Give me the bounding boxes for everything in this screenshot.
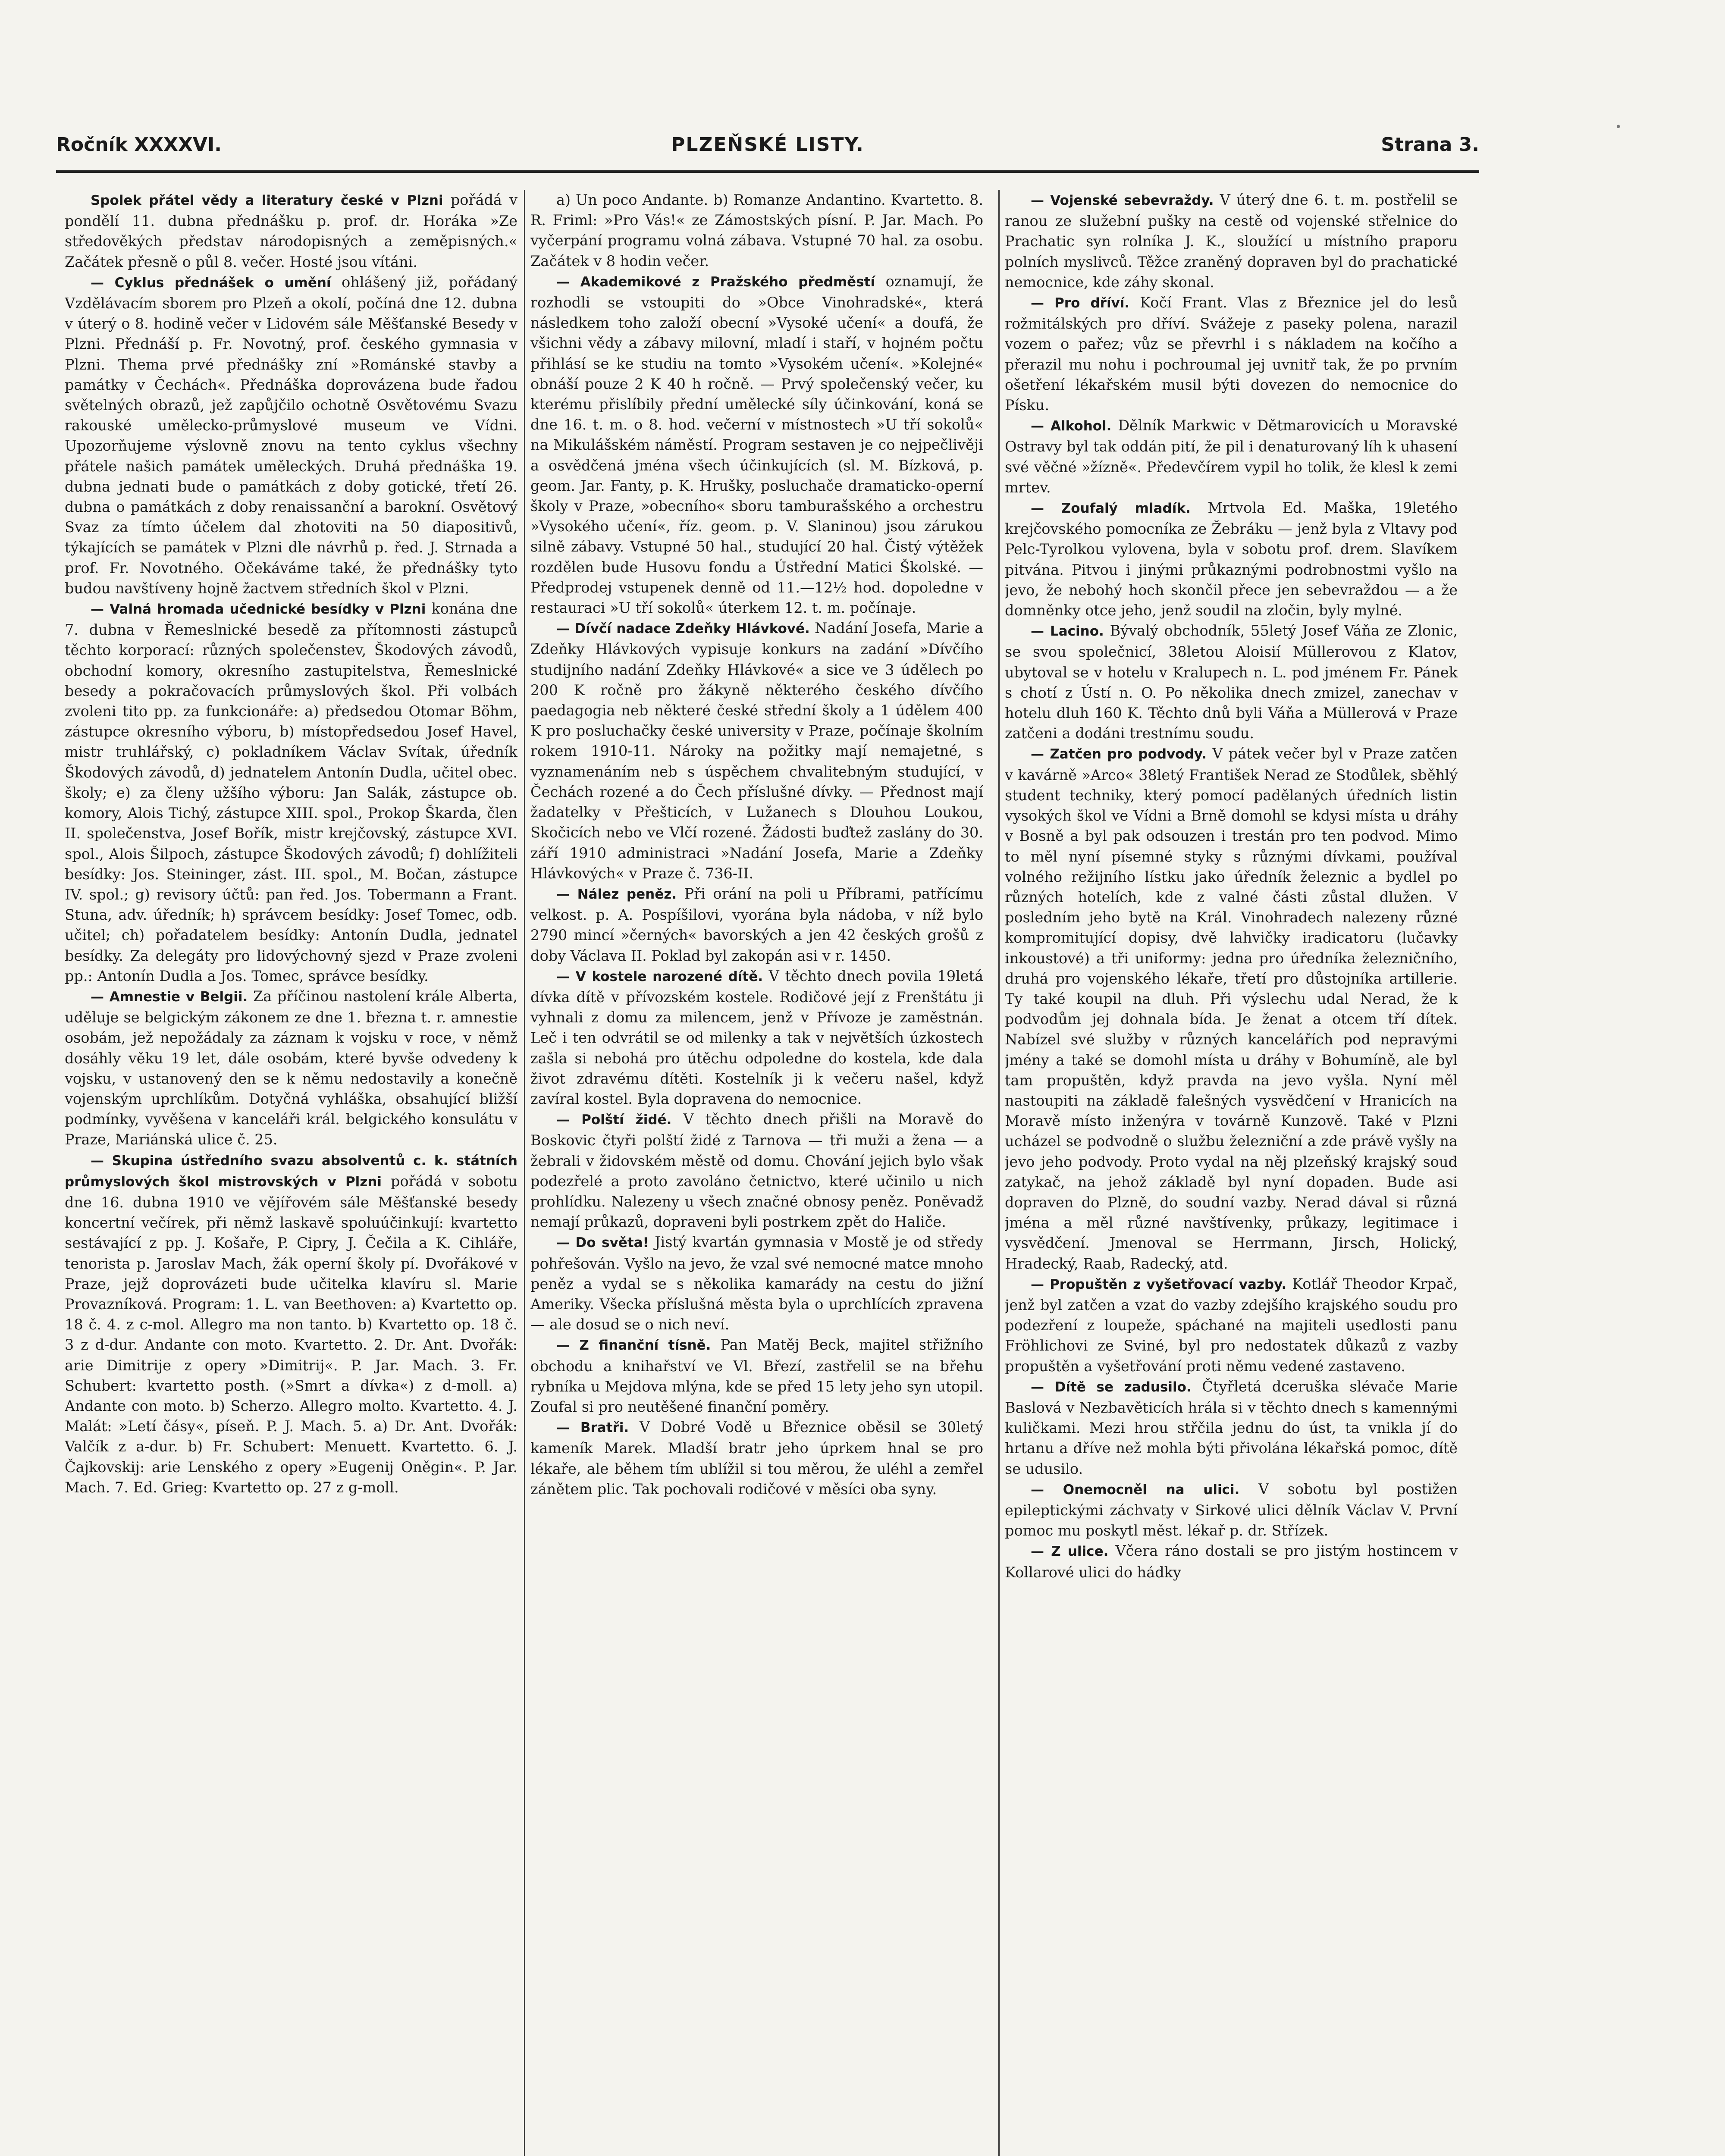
article-heading: — Akademikové z Pražského předměstí [556, 274, 875, 290]
article-heading: — Z ulice. [1031, 1544, 1109, 1560]
article [1005, 1479, 1458, 1541]
article [1005, 1274, 1458, 1376]
newspaper-title: PLZEŇSKÉ LISTY. [671, 134, 864, 156]
article [65, 599, 518, 986]
article [530, 1335, 983, 1417]
article-heading: — Do světa! [556, 1235, 649, 1251]
article-text: Dělník Markwic v Dětmarovicích u Moravské Ostravy byl tak oddán pití, že pil i denaturovaný líh k uhasení své věčné »žízně«. Předevčírem vypil ho tolik, že klesl k zemi mrtev. [1005, 417, 1458, 496]
article-text: Včera ráno dostali se pro jistým hostincem v Kollarové ulici do hádky [1005, 1542, 1458, 1581]
article-text: ohlášený již, pořádaný Vzdělávacím sborem pro Plzeň a okolí, počíná dne 12. dubna v úterý o 8. hodině večer v Lidovém sále Měšťanské Besedy v Plzni. Přednáší p. Fr. Novotný, prof. českého gymnasia v Plzni. Thema prvé přednášky zní »Románské stavby a památky v Čechách«. Přednáška doprovázena bude řadou světelných obrazů, jež zapůjčilo ochotně Osvětovému Svazu rakouské umělecko-průmyslové museum ve Vídni. Upozorňujeme výslovně znovu na tento cyklus všechny přátele našich památek uměleckých. Druhá přednáška 19. dubna jednati bude o památkách z doby gotické, třetí 26. dubna o památkách z doby renaissanční a barokní. Osvětový Svaz za tímto účelem dal zhotoviti na 50 diapositivů, týkajících se památek v Plzni dle návrhů p. řed. J. Strnada a prof. Fr. Novotného. Očekáváme také, že přednášky tyto budou navštíveny hojně žactvem středních škol v Plzni. [65, 273, 518, 597]
article [65, 1150, 518, 1498]
article-text: V sobotu byl postižen epileptickými záchvaty v Sirkové ulici dělník Václav V. První pomoc mu poskytl měst. lékař p. dr. Střízek. [1005, 1480, 1458, 1539]
article-heading: — Dítě se zadusilo. [1031, 1379, 1192, 1395]
article [530, 190, 983, 271]
article-heading: Spolek přátel vědy a literatury české v Plzni [91, 193, 443, 208]
article [530, 618, 983, 884]
article-heading: — Onemocněl na ulici. [1031, 1482, 1240, 1498]
article-heading: — Skupina ústředního svazu absolventů c. k. státních průmyslových škol mistrovských v Plzni [65, 1153, 518, 1190]
article-heading: — V kostele narozené dítě. [556, 968, 763, 984]
article-heading: — Zatčen pro podvody. [1031, 746, 1207, 762]
column-1 [65, 190, 518, 2156]
article-heading: — Zoufalý mladík. [1031, 501, 1191, 517]
article-heading: — Bratři. [556, 1420, 629, 1436]
article-text: V těchto dnech přišli na Moravě do Boskovic čtyři polští židé z Tarnova — tři muži a žena — a žebrali v židovském městě od domu. Chování jejich bylo však podezřelé a proto zavoláno četnictvo, které učinilo u nich prohlídku. Nalezeny u všech značné obnosy peněz. Poněvadž nemají průkazů, dopraveni byli postrkem zpět do Haliče. [530, 1111, 983, 1231]
article-text: Jistý kvartán gymnasia v Mostě je od středy pohřešován. Vyšlo na jevo, že vzal své nemocné matce mnoho peněz a vydal se s několika kamarády na cestu do jižní Ameriky. Všecka příslušná města byla o uprchlících zpravena — ale dosud se o nich neví. [530, 1234, 983, 1333]
article-text: pořádá v sobotu dne 16. dubna 1910 ve vějířovém sále Měšťanské besedy koncertní večírek, při němž laskavě spoluúčinkují: kvartetto sestávající z pp. J. Košaře, P. Cipry, J. Čečila a K. Cihláře, tenorista p. Jaroslav Mach, žák operní školy pí. Dvořákové v Praze, jejž doprovázeti bude učitelka klavíru sl. Marie Provazníková. Program: 1. L. van Beethoven: a) Kvartetto op. 18 č. 4. z c-mol. Allegro ma non tanto. b) Kvartetto op. 18 č. 3 z d-dur. Andante con moto. Kvartetto. 2. Dr. Ant. Dvořák: arie Dimitrije z opery »Dimitrij«. P. Jar. Mach. 3. Fr. Schubert: kvartetto posth. (»Smrt a dívka«) z d-moll. a) Andante con moto. b) Scherzo. Allegro molto. Kvartetto. 4. J. Malát: »Letí čásy«, píseň. P. J. Mach. 5. a) Dr. Ant. Dvořák: Valčík z a-dur. b) Fr. Schubert: Menuett. Kvartetto. 6. J. Čajkovskij: arie Lenského z opery »Eugenij Oněgin«. P. Jar. Mach. 7. Ed. Grieg: Kvartetto op. 27 z g-moll. [65, 1172, 518, 1496]
article-text: V pátek večer byl v Praze zatčen v kavárně »Arco« 38letý František Nerad ze Stodůlek, sběhlý student techniky, který pomocí padělaných úředních listin vysokých škol ve Vídni a Brně domohl se kdysi místa u dráhy v Bosně a byl pak odsouzen i trestán pro ten podvod. Mimo to měl nyní písemné styky s různými dívkami, používal volného režijního lístku jako úředník železnic a bydlel po různých hotelích, kde z valné části zůstal dlužen. V posledním jeho bytě na Král. Vinohradech nalezeny různé kompromitující dopisy, dvě lahvičky iradicatoru (lučavky inkoustové) a tři uniformy: jedna pro úředníka železničního, druhá pro vojenského lékaře, třetí pro důstojníka artillerie. Ty také koupil na dluh. Při výslechu udal Nerad, že k podvodům jej dohnala bída. Je ženat a otcem tří dítek. Nabízel své služby v různých kancelářích pod nepravými jmény a také se domohl místa u dráhy v Bohumíně, ale byl tam propuštěn, když pravda na jevo vyšla. Nyní měl nastoupiti na základě falešných vysvědčení v Hranicích na Moravě místo inženýra v továrně Kunzově. Také v Plzni ucházel se podvodně o službu železniční a zde právě vyšly na jevo jeho podvody. Proto vydal na něj plzeňský krajský soud zatykač, na jehož základě byl nyní dopaden. Bude asi dopraven do Plzně, do soudní vazby. Nerad dával si různá jména a měl různé navštívenky, průkazy, legitimace i vysvědčení. Jmenoval se Herrmann, Jirsch, Holický, Hradecký, Raab, Radecký, atd. [1005, 745, 1458, 1272]
article-text: a) Un poco Andante. b) Romanze Andantino. Kvartetto. 8. R. Friml: »Pro Vás!« ze Zámostských písní. P. Jar. Mach. Po vyčerpání programu volná zábava. Vstupné 70 hal. za osobu. Začátek v 8 hodin večer. [530, 191, 983, 270]
article-text: pořádá v pondělí 11. dubna přednášku p. prof. dr. Horáka »Ze středověkých představ národopisných a zeměpisných.« Začátek přesně o půl 8. večer. Hosté jsou vítáni. [65, 191, 518, 270]
article-text: Mrtvola Ed. Maška, 19letého krejčovského pomocníka ze Žebráku — jenž byla z Vltavy pod Pelc-Tyrolkou vylovena, byla v sobotu prof. drem. Slavíkem pitvána. Pitvou i jinými průkaznými podrobnostmi vyšlo na jevo, že nebohý hoch skončil přece jen sebevraždou — a že domněnky otce jeho, jenž soudil na zločin, byly mylné. [1005, 499, 1458, 619]
article [1005, 415, 1458, 498]
article-text: V úterý dne 6. t. m. postřelil se ranou ze služební pušky na cestě od vojenské střelnice do Prachatic syn rolníka J. K., sloužící u místního praporu polních myslivců. Těžce zraněný dopraven byl do prachatické nemocnice, kde záhy skonal. [1005, 191, 1458, 291]
article [530, 884, 983, 966]
article-text: V Dobré Vodě u Březnice oběsil se 30letý kameník Marek. Mladší bratr jeho úprkem hnal se pro lékaře, ale během tím ublížil si tou měrou, že uléhl a zemřel zánětem plic. Tak pochovali rodičové v měsíci oba syny. [530, 1419, 983, 1498]
article [65, 272, 518, 599]
article [530, 1109, 983, 1232]
article [530, 1232, 983, 1335]
article-text: oznamují, že rozhodli se vstoupiti do »Obce Vinohradské«, která následkem toho založí obecní »Vysoké učení« a doufá, že všichni vědy a zábavy milovní, mladí i staří, v hojném počtu přihlásí se ke studiu na tomto »Vysokém učení«. »Kolejné« obnáší pouze 2 K 40 h ročně. — Prvý společenský večer, ku kterému přislíbily přední umělecké síly účinkování, koná se dne 16. t. m. o 8. hod. večerní v místnostech »U tří sokolů« na Mikulášském náměstí. Program sestaven je co nejpečlivěji a osvědčená jména všech účinkujících (sl. M. Bízková, p. geom. Jar. Fanty, p. K. Hrušky, posluchače dramaticko-operní školy v Praze, »obecního« sboru tamburašského a orchestru »Vysokého učení«, říz. geom. p. V. Slaninou) jsou zárukou silně zábavy. Vstupné 50 hal., studující 20 hal. Čistý výtěžek rozdělen bude Husovu fondu a Ústřední Matici Školské. — Předprodej vstupenek denně od 11.—12½ hod. dopoledne v restauraci »U tří sokolů« úterkem 12. t. m. počínaje. [530, 273, 983, 617]
article [1005, 498, 1458, 620]
article-heading: — Z finanční tísně. [556, 1338, 711, 1354]
article-heading: — Nález peněz. [556, 886, 677, 902]
article-heading: — Propuštěn z vyšetřovací vazby. [1031, 1276, 1287, 1292]
article-text: Kočí Frant. Vlas z Březnice jel do lesů rožmitálských pro dříví. Svážeje z paseky polena, narazil vozem o pařez; vůz se převrhl i s nákladem na kočího a přerazil mu nohu i pochroumal jej uvnitř tak, že po prvním ošetření lékařském musil býti dovezen do nemocnice do Písku. [1005, 294, 1458, 414]
article-text: Nadání Josefa, Marie a Zdeňky Hlávkových vypisuje konkurs na zadání »Dívčího studijního nadání Zdeňky Hlávkové« a sice ve 3 údělech po 200 K ročně pro žákyně některého českého dívčího paedagogia neb některé české střední školy a 1 údělem 400 K pro posluchačky české university v Praze, počínaje školním rokem 1910-11. Nároky na požitky mají nemajetné, s vyznamenáním neb s úspěchem chvalitebným studující, v Čechách rozené a do Čech příslušné dívky. — Přednost mají žadatelky v Přešticích, v Lužanech s Dlouhou Loukou, Skočicích nebo ve Vlčí rozené. Žádosti buďtež zaslány do 30. září 1910 administraci »Nadání Josefa, Marie a Zdeňky Hlávkových« v Praze č. 736-II. [530, 620, 983, 882]
article [1005, 190, 1458, 292]
column-divider-1 [524, 190, 525, 2156]
article-heading: — Lacino. [1031, 624, 1104, 639]
header-rule [56, 170, 1479, 173]
article-heading: — Pro dříví. [1031, 295, 1130, 311]
article [1005, 1541, 1458, 1582]
column-divider-2 [998, 190, 1000, 2156]
article [1005, 743, 1458, 1273]
article-heading: — Vojenské sebevraždy. [1031, 193, 1214, 208]
article-heading: — Valná hromada učednické besídky v Plzni [91, 602, 426, 617]
article-text: Při orání na poli u Příbrami, patřícímu velkost. p. A. Pospíšilovi, vyorána byla nádoba, v níž bylo 2790 mincí »černých« bavorských a jen 42 českých grošů z doby Václava II. Poklad byl zakopán asi v r. 1450. [530, 885, 983, 964]
article [530, 1417, 983, 1499]
corner-mark: • [1615, 121, 1622, 134]
article [1005, 1376, 1458, 1479]
article-text: V těchto dnech povila 19letá dívka dítě v přívozském kostele. Rodičové její z Frenštátu ji vyhnali z domu za milencem, jenž v Přívoze je zaměstnán. Leč i ten odvrátil se od milenky a tak v největších úzkostech zašla si nebohá pro útěchu odpoledne do kostela, kde dala život zdravému dítěti. Kostelník ji k večeru našel, když zavíral kostel. Byla dopravena do nemocnice. [530, 967, 983, 1107]
article-text: Čtyřletá dceruška slévače Marie Baslová v Nezbavěticích hrála si v těchto dnech s kamennými kuličkami. Mezi hrou střčila jednu do úst, ta vnikla jí do hrtanu a dříve než mohla býti přivolána lékařská pomoc, dítě se udusilo. [1005, 1378, 1458, 1477]
article [530, 271, 983, 618]
article-text: Bývalý obchodník, 55letý Josef Váňa ze Zlonic, se svou společnicí, 38letou Aloisií Müllerovou z Klatov, ubytoval se v hotelu v Kralupech n. L. pod jménem Fr. Pánek s chotí z Ústí n. O. Po několika dnech zmizel, zanechav v hotelu dluh 160 K. Těchto dnů byli Váňa a Müllerová v Praze zatčeni a dodáni trestnímu soudu. [1005, 622, 1458, 742]
column-2 [530, 190, 983, 2156]
article-heading: — Alkohol. [1031, 418, 1112, 434]
article [1005, 292, 1458, 415]
article [1005, 620, 1458, 743]
column-3 [1005, 190, 1458, 2156]
article-text: Kotlář Theodor Krpač, jenž byl zatčen a vzat do vazby zdejšího krajského soudu pro podezření z loupeže, spáchané na majiteli usedlosti panu Fröhlichovi ze Sviné, byl pro nedostatek důkazů z vazby propuštěn a vyšetřování proti němu vedené zastaveno. [1005, 1275, 1458, 1375]
volume-number: Ročník XXXXVI. [56, 134, 222, 156]
article-heading: — Dívčí nadace Zdeňky Hlávkové. [556, 621, 810, 637]
page-number: Strana 3. [1381, 134, 1479, 156]
article [65, 986, 518, 1150]
article-text: konána dne 7. dubna v Řemeslnické besedě za přítomnosti zástupců těchto korporací: různých společenstev, Škodových závodů, obchodní komory, okresního zastupitelstva, Řemeslnické besedy a pokračovacích průmyslových škol. Při volbách zvoleni tito pp. za funkcionáře: a) předsedou Otomar Böhm, zástupce okresního výboru, b) místopředsedou Josef Havel, mistr truhlářský, c) pokladníkem Václav Svítak, úředník Škodových závodů, d) jednatelem Antonín Dudla, učitel obec. školy; e) za členy užšího výboru: Jan Salák, zástupce ob. komory, Alois Tichý, zástupce XIII. spol., Prokop Škarda, člen II. společenstva, Josef Bořík, mistr krejčovský, zástupce XVI. spol., Alois Šilpoch, zástupce Škodových závodů; f) dohlížiteli besídky: Jos. Steininger, zást. III. spol., M. Bočan, zástupce IV. spol.; g) revisory účtů: pan řed. Jos. Tobermann a Frant. Stuna, adv. úředník; h) správcem besídky: Josef Tomec, odb. učitel; ch) pořadatelem besídky: Antonín Dudla, jednatel besídky. Za delegáty pro lidovýchovný sjezd v Praze zvoleni pp.: Antonín Dudla a Jos. Tomec, správce besídky. [65, 600, 518, 984]
article-text: Za příčinou nastolení krále Alberta, uděluje se belgickým zákonem ze dne 1. března t. r. amnestie osobám, jež nepožádaly za záznam k vojsku v roce, v němž dosáhly věku 19 let, dále osobám, které byvše odvedeny k vojsku, v ustanovený den se k němu nedostavily a konečně vojenským uprchlíkům. Dotyčná vyhláška, obsahující bližší podmínky, vyvěšena v kanceláři král. belgického konsulátu v Praze, Mariánská ulice č. 25. [65, 987, 518, 1148]
article-heading: — Cyklus přednášek o umění [91, 275, 331, 291]
article [530, 966, 983, 1109]
article [65, 190, 518, 272]
article-heading: — Amnestie v Belgii. [91, 989, 248, 1005]
article-heading: — Polští židé. [556, 1112, 672, 1128]
article-text: Pan Matěj Beck, majitel střižního obchodu a knihařství ve Vl. Březí, zastřelil se na břehu rybníka u Mejdova mlýna, kde se před 15 lety jeho syn utopil. Zoufal si pro neutěšené finanční poměry. [530, 1336, 983, 1415]
page-header [56, 129, 1479, 168]
